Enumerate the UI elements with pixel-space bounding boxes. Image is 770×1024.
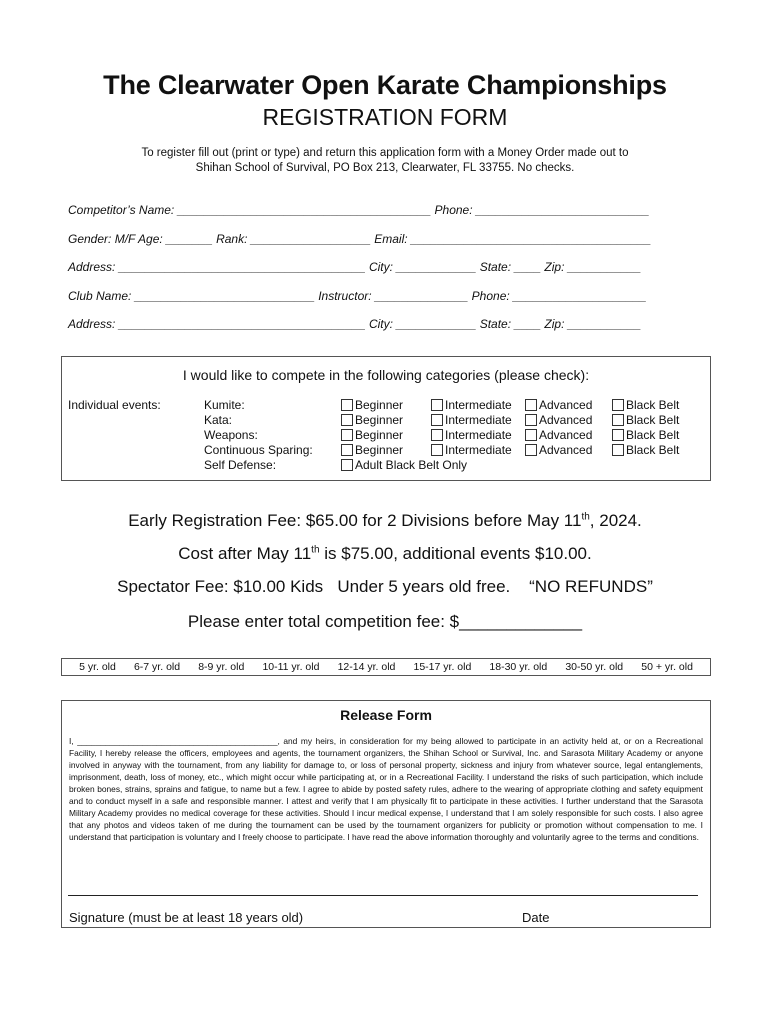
checkbox[interactable] xyxy=(341,414,353,426)
club-address-line[interactable]: Address: _____________________________________ City: ____________ State: ____ Zip: ___________ xyxy=(68,317,642,331)
checkbox[interactable] xyxy=(612,444,624,456)
form-subtitle: REGISTRATION FORM xyxy=(262,104,508,130)
release-form-title: Release Form xyxy=(340,707,432,723)
checkbox[interactable] xyxy=(341,444,353,456)
gender-age-rank-email-line[interactable]: Gender: M/F Age: _______ Rank: __________________ Email: ____________________________________ xyxy=(68,231,652,246)
row-label-self-defense: Self Defense: xyxy=(204,458,277,472)
kata-beginner-option[interactable]: Beginner xyxy=(341,413,403,427)
age-group[interactable]: 15-17 yr. old xyxy=(413,661,472,673)
signature-line[interactable] xyxy=(68,895,698,896)
signature-label: Signature (must be at least 18 years old) xyxy=(69,910,304,925)
checkbox[interactable] xyxy=(525,399,537,411)
checkbox[interactable] xyxy=(525,429,537,441)
weapons-beginner-option[interactable]: Beginner xyxy=(341,428,403,442)
age-group[interactable]: 12-14 yr. old xyxy=(337,661,396,673)
kata-advanced-option[interactable]: Advanced xyxy=(525,413,592,427)
weapons-intermediate-option[interactable]: Intermediate xyxy=(431,428,512,442)
early-registration-fee: Early Registration Fee: $65.00 for 2 Divisions before May 11th, 2024. xyxy=(128,511,642,530)
age-group[interactable]: 18-30 yr. old xyxy=(489,661,548,673)
age-group[interactable]: 8-9 yr. old xyxy=(198,661,245,673)
weapons-advanced-option[interactable]: Advanced xyxy=(525,428,592,442)
spectator-fee: Spectator Fee: $10.00 Kids Under 5 years old free. “NO REFUNDS” xyxy=(117,577,653,596)
checkbox[interactable] xyxy=(612,414,624,426)
checkbox[interactable] xyxy=(612,399,624,411)
checkbox[interactable] xyxy=(431,399,443,411)
kata-intermediate-option[interactable]: Intermediate xyxy=(431,413,512,427)
instructions xyxy=(60,146,710,176)
sparing-intermediate-option[interactable]: Intermediate xyxy=(431,443,512,457)
categories-box xyxy=(61,356,711,481)
instructions-line-1: To register fill out (print or type) and return this application form with a Money Order made out to xyxy=(141,147,629,159)
form-title: The Clearwater Open Karate Championships xyxy=(103,70,667,100)
sparing-black-belt-option[interactable]: Black Belt xyxy=(612,443,679,457)
kumite-beginner-option[interactable]: Beginner xyxy=(341,398,403,412)
competitor-fields xyxy=(68,203,708,346)
release-form-text: I, ___________________________________________, and my heirs, in consideration for my being allowed to participate in an activity held at, or on a Recreational Facility, I hereby release the officers, employees and agents, the tournament organizers, the Shihan School or Survival, Inc. and Sarasota Military Academy or anyone involved in anyway with the tournament, from any liability for damage to, or loss of personal property, sickness and injury from whatever source, legal entanglements, imprisonment, death, loss of money, etc., which might occur while participating at, or in a Recreational Facility. I understand the risks of such participation, which include broken bones, strains, sprains and fatigue, to name but a few. I agree to abide by posted safety rules, adhere to the wearing of appropriate clothing and safety equipment and to conduct myself in a safe and responsible manner. I attest and verify that I am physically fit to participate in these activities. I further understand that the Sarasota Military Academy provides no medical coverage for these activities. Should I incur medical expense, I understand that I am solely responsible for such costs. I also agree that any photos and videos taken of me during the tournament can be used by the tournament organizers for publicity or promotion without compensation to me. I understand that participation is voluntary and I freely choose to participate. I have read the above information thoroughly and voluntarily agree to the terms and conditions. xyxy=(69,736,703,842)
row-label-kata: Kata: xyxy=(204,413,233,427)
sparing-advanced-option[interactable]: Advanced xyxy=(525,443,592,457)
address-line[interactable]: Address: _____________________________________ City: ____________ State: ____ Zip: ___________ xyxy=(68,260,642,274)
kata-black-belt-option[interactable]: Black Belt xyxy=(612,413,679,427)
age-group[interactable]: 6-7 yr. old xyxy=(133,661,181,673)
age-group[interactable]: 30-50 yr. old xyxy=(565,661,624,673)
instructions-line-2: Shihan School of Survival, PO Box 213, Clearwater, FL 33755. No checks. xyxy=(195,162,575,174)
kumite-intermediate-option[interactable]: Intermediate xyxy=(431,398,512,412)
row-label-weapons: Weapons: xyxy=(204,428,258,442)
late-registration-fee: Cost after May 11th is $75.00, additional events $10.00. xyxy=(178,544,592,563)
weapons-black-belt-option[interactable]: Black Belt xyxy=(612,428,679,442)
age-group[interactable]: 50 + yr. old xyxy=(641,661,693,673)
release-form-box xyxy=(61,700,711,928)
checkbox[interactable] xyxy=(612,429,624,441)
checkbox[interactable] xyxy=(341,399,353,411)
kumite-black-belt-option[interactable]: Black Belt xyxy=(612,398,679,412)
categories-heading: I would like to compete in the following categories (please check): xyxy=(182,367,590,383)
total-competition-fee[interactable]: Please enter total competition fee: $_____________ xyxy=(187,612,583,631)
row-label-kumite: Kumite: xyxy=(204,398,245,412)
checkbox[interactable] xyxy=(525,444,537,456)
kumite-advanced-option[interactable]: Advanced xyxy=(525,398,592,412)
checkbox[interactable] xyxy=(431,444,443,456)
row-label-continuous-sparing: Continuous Sparing: xyxy=(204,443,313,457)
club-instructor-phone-line[interactable]: Club Name: ___________________________ Instructor: ______________ Phone: ____________________ xyxy=(68,288,647,303)
sparing-beginner-option[interactable]: Beginner xyxy=(341,443,403,457)
age-group[interactable]: 10-11 yr. old xyxy=(262,661,320,673)
age-groups-bar xyxy=(61,658,711,676)
checkbox[interactable] xyxy=(431,429,443,441)
individual-events-label: Individual events: xyxy=(68,398,161,412)
self-defense-adult-black-belt-option[interactable]: Adult Black Belt Only xyxy=(341,458,467,472)
age-group[interactable]: 5 yr. old xyxy=(79,661,116,673)
competitor-name-phone-line[interactable]: Competitor’s Name: ______________________________________ Phone: __________________________ xyxy=(68,203,650,217)
date-label: Date xyxy=(522,910,550,925)
checkbox[interactable] xyxy=(341,459,353,471)
checkbox[interactable] xyxy=(341,429,353,441)
checkbox[interactable] xyxy=(431,414,443,426)
checkbox[interactable] xyxy=(525,414,537,426)
